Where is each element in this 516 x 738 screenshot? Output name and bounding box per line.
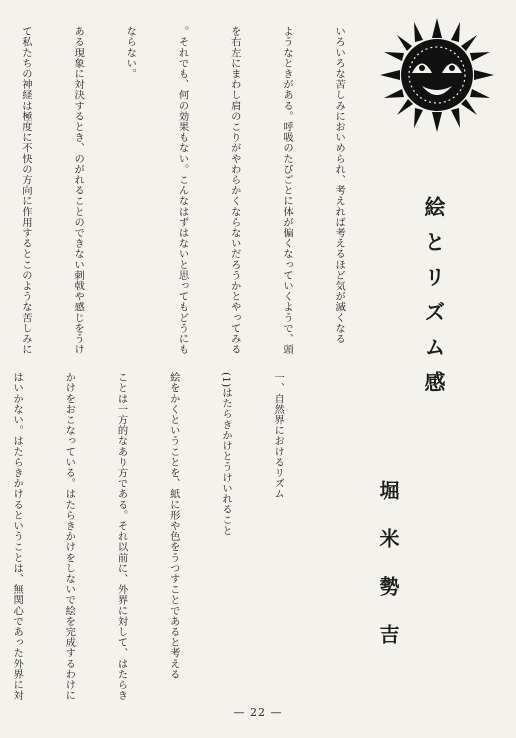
section-heading: 一、自然界におけるリズム (272, 372, 285, 500)
page-number: — 22 — (233, 706, 283, 719)
text-line: を右左にまわし肩のこりがやわらかくならないだろうかとやってみる (228, 26, 241, 355)
section-text-block (0, 372, 321, 701)
text-line: ならない。 (124, 26, 137, 79)
text-line: て私たちの神経は極度に不快の方向に作用するとこのような苦しみに (19, 26, 32, 355)
text-line: ことは一方的なあり方である。それ以前に、外界に対して、はたらき (115, 372, 128, 701)
sun-face-icon (378, 16, 496, 134)
text-line: はいかない。はたらきかけるということは、無関心であった外界に対 (11, 372, 24, 701)
text-line: ようなときがある。呼吸のたびごとに体が偏くなっていくようで、頭 (280, 26, 293, 355)
author-name: 堀米勢吉 (376, 480, 400, 672)
intro-text-block (0, 26, 382, 355)
text-line: いろいろな苦しみにおいめられ、考えれば考えるほど気が滅くなる (333, 26, 346, 344)
article-title: 絵とリズム感 (422, 196, 447, 406)
text-line: ある現象に対決するとき、のがれることのできない刺戟や感じをうけ (72, 26, 85, 355)
text-line: かけをおこなっている。はたらきかけをしないで絵を完成するわけに (63, 372, 76, 701)
subsection-heading: (1)はたらきかけとうけいれること (219, 372, 232, 536)
text-line: 絵をかくということを、紙に形や色をうつすことであると考える (167, 372, 180, 680)
text-line: 。それでも、何の効果もない。こんなはずはないと思ってもどうにも (176, 26, 189, 355)
